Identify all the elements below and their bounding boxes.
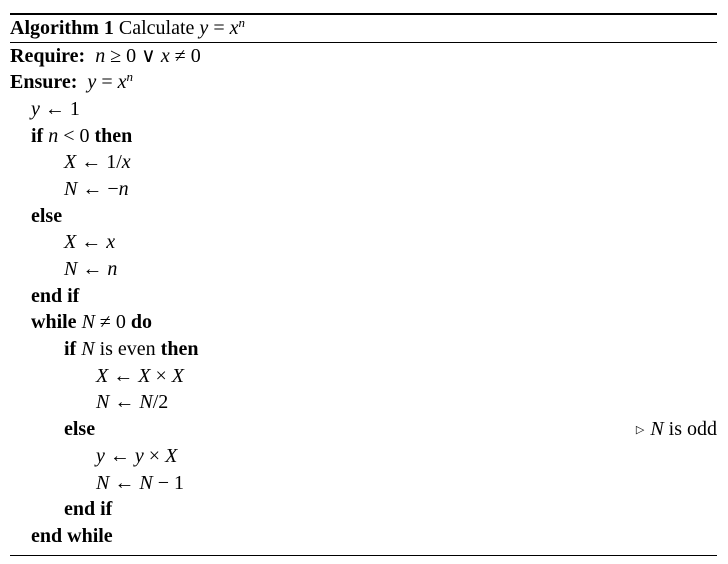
then-keyword: then <box>94 124 133 147</box>
operand-a: N <box>139 471 153 494</box>
assign-n-negate-line <box>10 176 717 203</box>
end-if-keyword: end if <box>31 284 80 307</box>
end-while-keyword: end while <box>31 524 113 547</box>
assign-arrow: ← <box>114 391 135 414</box>
ensure-eq: = <box>101 71 113 94</box>
comment <box>636 416 717 444</box>
do-keyword: do <box>130 311 153 334</box>
operator: × <box>148 444 161 467</box>
algorithm-block <box>10 13 717 556</box>
var: N <box>64 258 78 280</box>
var: X <box>96 364 109 387</box>
ensure-base: x <box>117 71 127 94</box>
assign-arrow: ← <box>81 231 102 254</box>
require-line <box>10 43 717 70</box>
else-odd-line <box>10 416 717 443</box>
var: N <box>96 391 110 414</box>
value-var: n <box>118 177 129 200</box>
comment-text: is odd <box>668 418 717 441</box>
assign-arrow: ← <box>81 151 102 174</box>
require-n: n <box>95 44 106 67</box>
require-or: ∨ <box>141 44 156 67</box>
require-zero: 0 <box>126 44 137 67</box>
operator: × <box>155 364 167 387</box>
if-n-even-line <box>10 336 717 363</box>
assign-y-multiply-line <box>10 443 717 470</box>
assign-n-line <box>10 256 717 283</box>
var: X <box>64 151 77 174</box>
assign-arrow: ← <box>109 444 130 467</box>
value: x <box>106 231 116 254</box>
title-math-exp: n <box>238 14 245 30</box>
title-math-base: x <box>229 16 239 39</box>
end-if-inner-line <box>10 496 717 523</box>
value: 0 <box>79 124 90 147</box>
ensure-keyword: Ensure: <box>10 71 78 94</box>
else-keyword: else <box>31 204 63 227</box>
if-keyword: if <box>31 124 44 147</box>
comment-triangle-icon: ▷ <box>635 424 645 437</box>
var: N <box>64 177 78 200</box>
assign-x-square-line <box>10 363 717 390</box>
value: n <box>107 258 118 280</box>
algorithm-caption <box>10 15 717 42</box>
while-line <box>10 309 717 336</box>
assign-arrow: ← <box>114 471 135 494</box>
then-keyword: then <box>160 338 199 361</box>
var: n <box>48 124 59 147</box>
var: y <box>31 97 40 120</box>
assign-x-line <box>10 229 717 256</box>
end-if-keyword: end if <box>64 498 113 521</box>
algorithm-body <box>10 43 717 550</box>
title-math-eq: = <box>213 16 225 39</box>
end-while-line <box>10 523 717 550</box>
var: N <box>81 338 95 361</box>
algorithm-title-text: Calculate <box>118 16 195 39</box>
var: X <box>64 231 77 254</box>
assign-n-half-line <box>10 389 717 416</box>
value-prefix: 1/ <box>106 151 122 174</box>
while-keyword: while <box>31 311 77 334</box>
require-zero-2: 0 <box>190 44 201 67</box>
operand-b: X <box>165 444 178 467</box>
require-keyword: Require: <box>10 44 86 67</box>
if-n-negative-line <box>10 123 717 150</box>
bottom-rule <box>10 555 717 557</box>
else-keyword: else <box>64 418 96 441</box>
assign-arrow: ← <box>44 97 65 120</box>
var: N <box>81 311 95 334</box>
operator: − <box>157 471 169 494</box>
condition-text: is even <box>99 338 156 361</box>
ensure-line <box>10 69 717 96</box>
require-geq: ≥ <box>110 44 122 67</box>
value-var: x <box>121 151 131 174</box>
ensure-y: y <box>87 71 97 94</box>
operand-b: 1 <box>173 471 184 494</box>
value: 1 <box>69 97 80 120</box>
operand-a: y <box>134 444 144 467</box>
title-math-lhs: y <box>199 16 209 39</box>
assign-n-decrement-line <box>10 470 717 497</box>
end-if-line <box>10 283 717 310</box>
else-line <box>10 203 717 230</box>
assign-x-inverse-line <box>10 149 717 176</box>
operator: / <box>152 391 159 414</box>
comment-var: N <box>650 418 664 441</box>
operand-a: X <box>138 364 151 387</box>
if-keyword: if <box>64 338 77 361</box>
assign-arrow: ← <box>82 177 103 200</box>
algorithm-label: Algorithm 1 <box>10 16 114 39</box>
value-prefix: − <box>107 177 119 200</box>
value: 0 <box>115 311 126 334</box>
operand-b: X <box>171 364 184 387</box>
operand-a: N <box>139 391 153 414</box>
ensure-exp: n <box>126 69 133 85</box>
require-neq: ≠ <box>174 44 186 67</box>
assign-arrow: ← <box>82 258 103 280</box>
var: N <box>96 471 110 494</box>
require-x: x <box>160 44 170 67</box>
init-y-line <box>10 96 717 123</box>
assign-arrow: ← <box>113 364 134 387</box>
var: y <box>96 444 105 467</box>
operator: < <box>63 124 75 147</box>
operator: ≠ <box>99 311 111 334</box>
operand-b: 2 <box>158 391 169 414</box>
